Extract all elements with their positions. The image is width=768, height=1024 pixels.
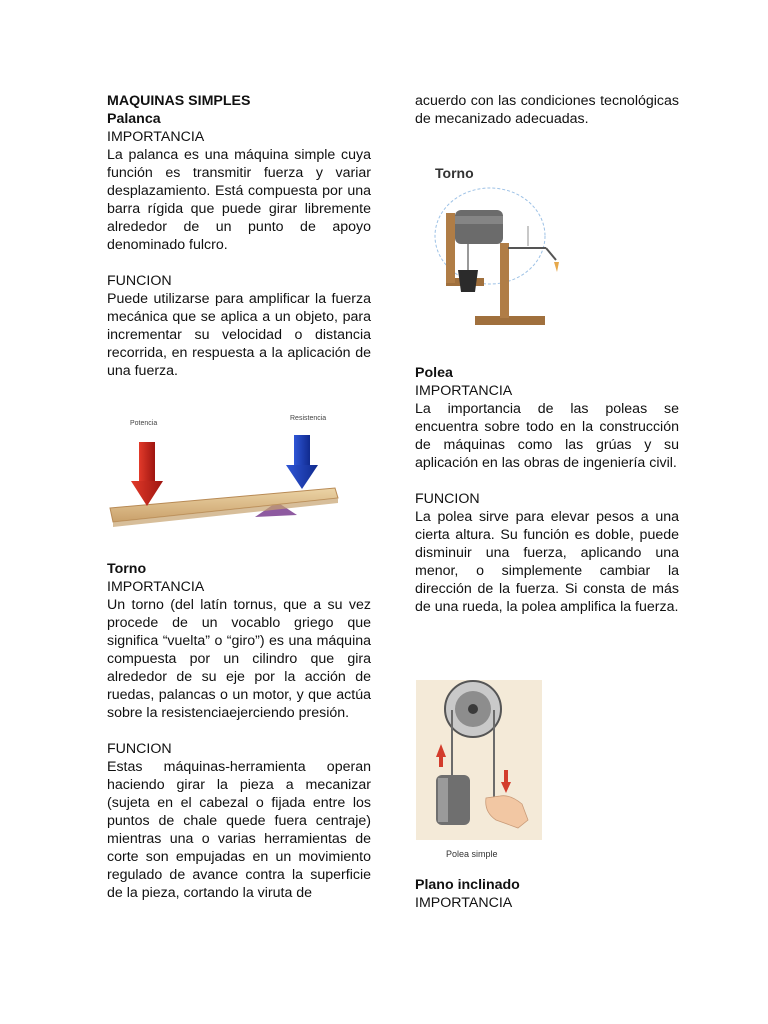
torno-figure	[428, 158, 578, 333]
polea-figure-caption: Polea simple	[446, 849, 498, 859]
bucket	[458, 270, 478, 292]
lever-figure	[105, 405, 345, 530]
drum-cylinder	[455, 210, 503, 244]
palanca-importancia-label: IMPORTANCIA	[107, 129, 205, 145]
polea-importancia-text: La importancia de las poleas se encuentra sobre todo en la construcción de máquinas como las grúas y su aplicación en las obras de ingeniería civil.	[415, 401, 679, 471]
plano-section	[415, 876, 679, 912]
torno-funcion-label: FUNCION	[107, 741, 172, 757]
torno-importancia-text: Un torno (del latín tornus, que a su vez procede de un vocablo griego que significa “vuelta” o “giro”) es una máquina compuesta por un cilindro que gira alrededor de su eje por la acción de ruedas, palancas o un motor, y que actúa sobre la resistenciaejerciendo presión.	[107, 597, 371, 721]
torno-figure-title: Torno	[435, 165, 474, 181]
lever-label-potencia: Potencia	[130, 420, 158, 427]
torno-importancia-label: IMPORTANCIA	[107, 579, 205, 595]
right-post	[500, 243, 509, 318]
palanca-importancia-text: La palanca es una máquina simple cuya función es transmitir fuerza y variar desplazamiento. Está compuesta por una barra rígida que puede girar libremente alrededor de un punto de apoyo denominado fulcro.	[107, 147, 371, 253]
polea-funcion-text: La polea sirve para elevar pesos a una cierta altura. Su función es doble, puede disminuir una fuerza, aplicando una menor, o simplemente cambiar la dirección de la fuerza. Si consta de más de una rueda, la polea amplifica la fuerza.	[415, 509, 679, 615]
torno-funcion-text: Estas máquinas-herramienta operan haciendo girar la pieza a mecanizar (sujeta en el cabezal o fijada entre los puntos de chale quede fuera centraje) mientras una o varias herramientas de corte son empujadas en un movimiento regulado de avance contra la superficie de la pieza, cortando la viruta de	[107, 759, 371, 901]
polea-importancia-label: IMPORTANCIA	[415, 383, 513, 399]
torno-section	[107, 560, 371, 902]
palanca-funcion-text: Puede utilizarse para amplificar la fuerza mecánica que se aplica a un objeto, para incrementar su velocidad o distancia recorrida, en respuesta a la aplicación de una fuerza.	[107, 291, 371, 379]
polea-section	[415, 364, 679, 616]
right-column-top	[415, 92, 679, 128]
left-post	[446, 213, 455, 283]
document-title: MAQUINAS SIMPLES	[107, 93, 251, 109]
polea-funcion-label: FUNCION	[415, 491, 480, 507]
polea-heading: Polea	[415, 365, 453, 381]
lever-label-resistencia: Resistencia	[290, 415, 327, 422]
palanca-funcion-label: FUNCION	[107, 273, 172, 289]
torno-heading: Torno	[107, 561, 147, 577]
left-column	[107, 92, 371, 380]
red-arrow-down	[131, 442, 163, 506]
plano-heading: Plano inclinado	[415, 877, 520, 893]
blue-arrow-down	[286, 435, 318, 489]
palanca-heading: Palanca	[107, 111, 161, 127]
polea-figure	[416, 680, 546, 865]
torno-continued-text: acuerdo con las condiciones tecnológicas de mecanizado adecuadas.	[415, 93, 679, 127]
plano-importancia-label: IMPORTANCIA	[415, 895, 513, 911]
